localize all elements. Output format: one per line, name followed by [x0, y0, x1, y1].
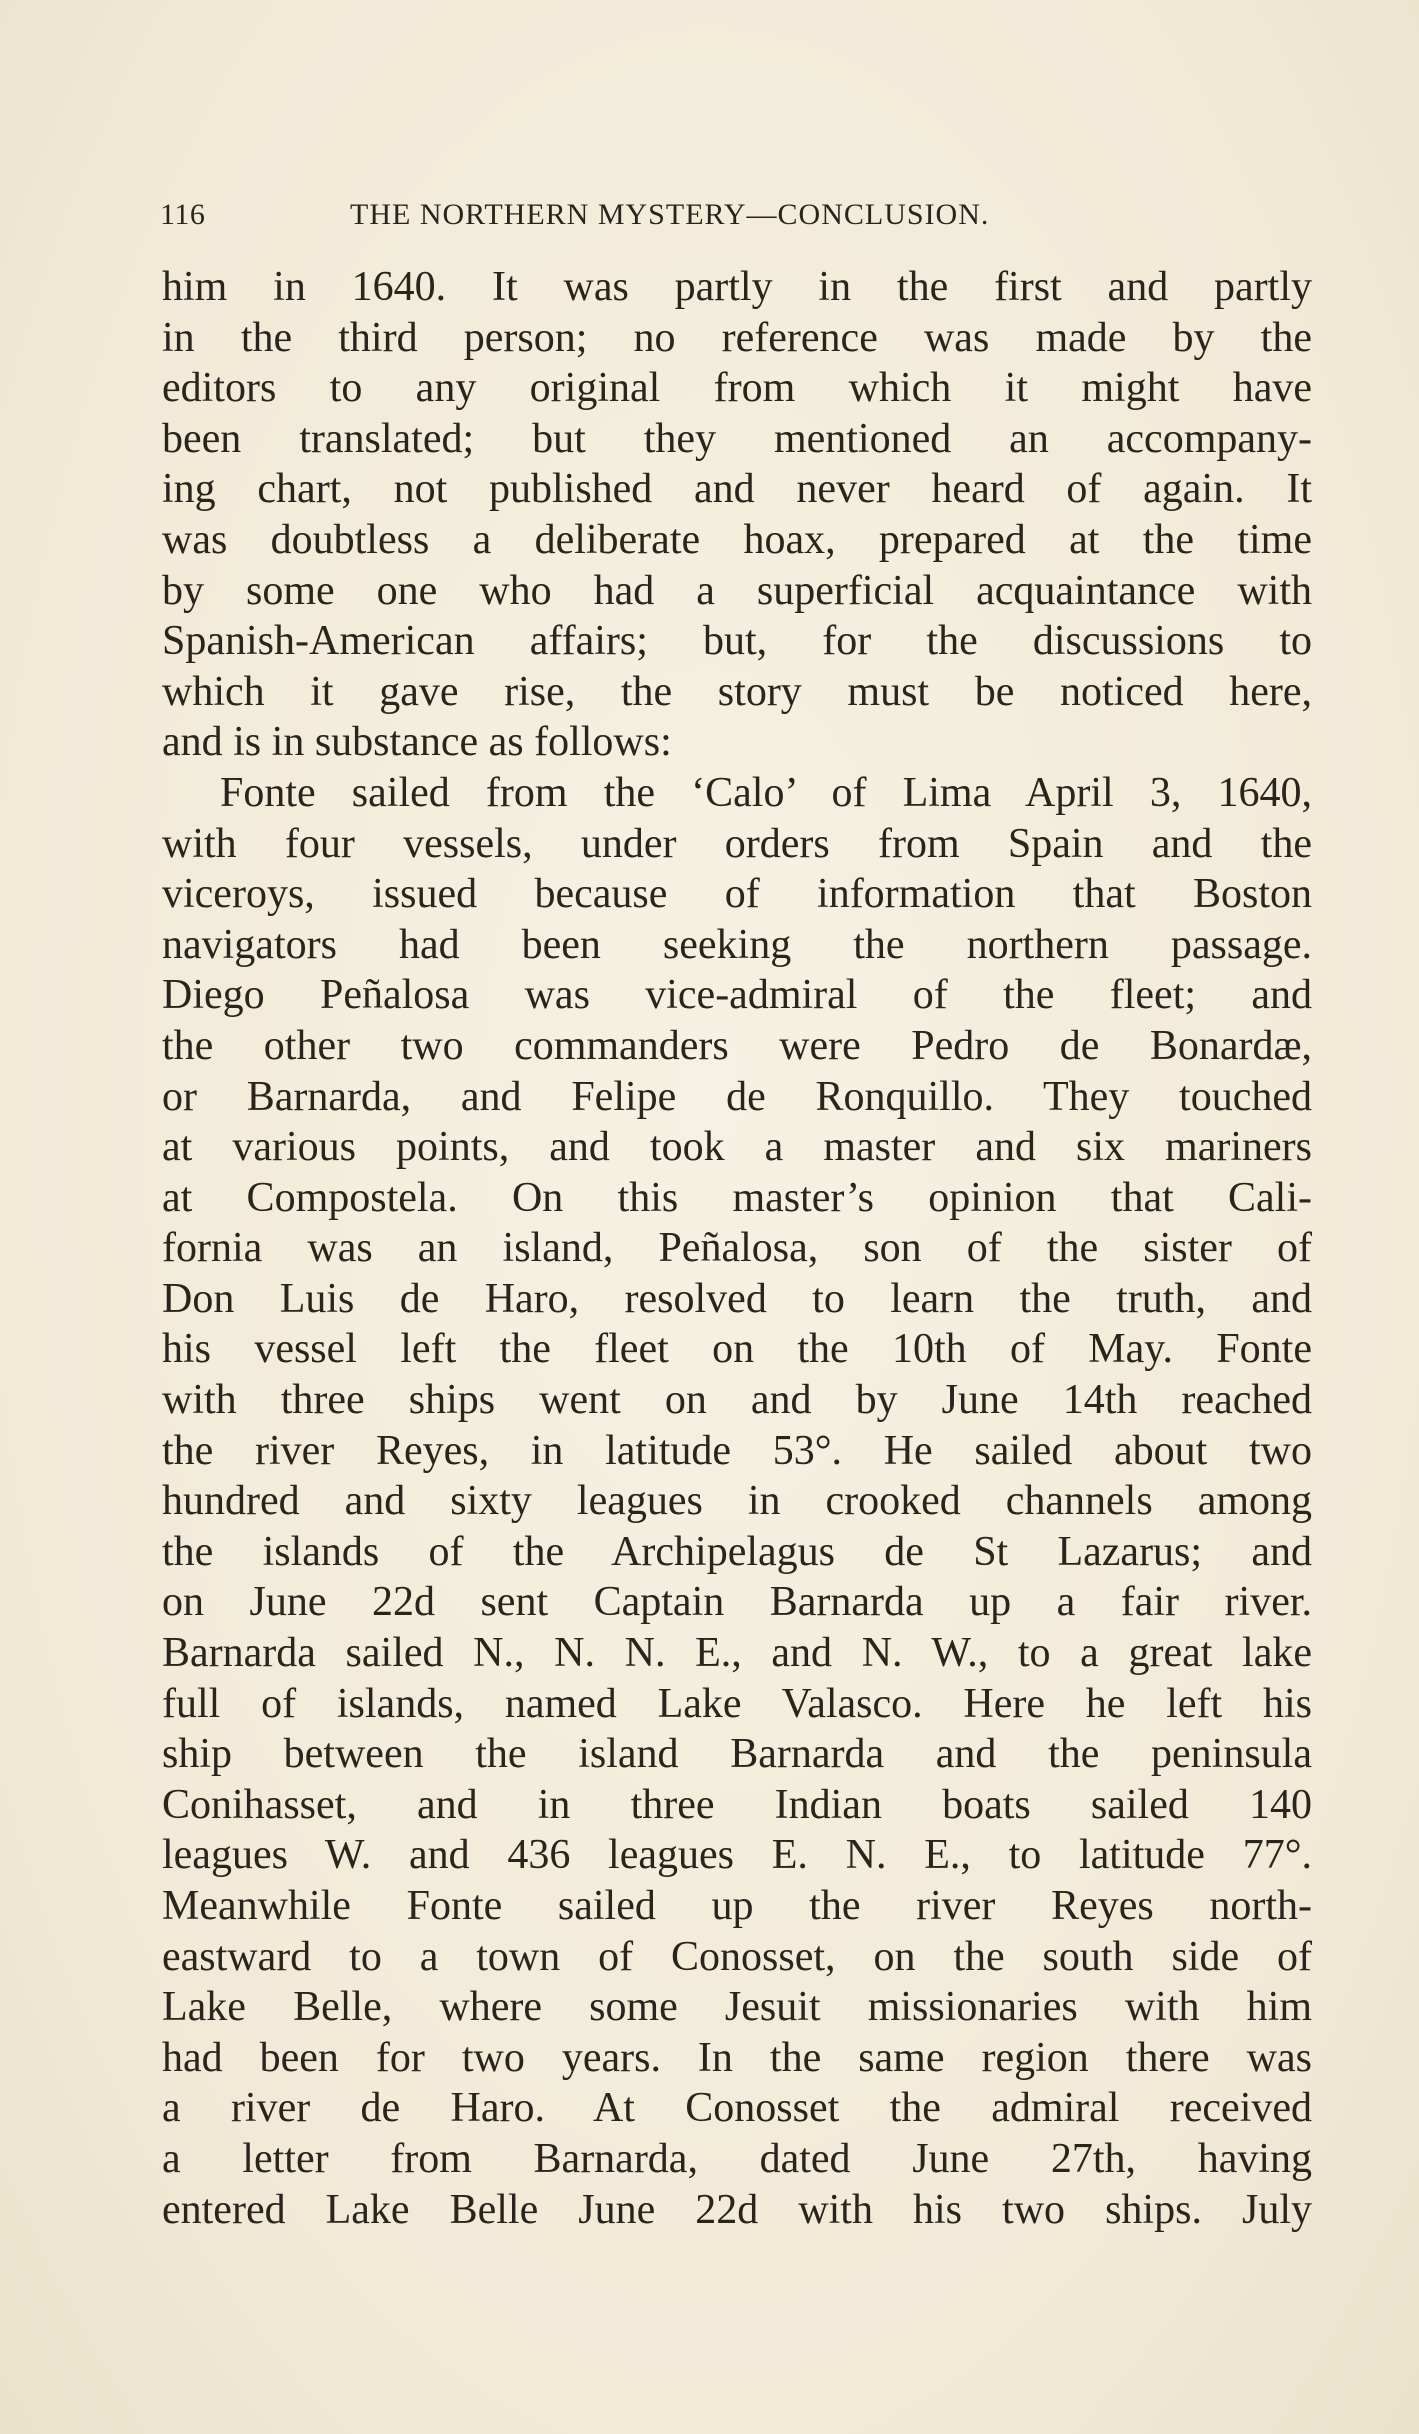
text-line: Diego Peñalosa was vice-admiral of the fleet; and — [162, 972, 1312, 1019]
text-line: leagues W. and 436 leagues E. N. E., to latitude 77°. — [162, 1832, 1312, 1879]
text-line: Fonte sailed from the ‘Calo’ of Lima April 3, 1640, — [220, 769, 1312, 816]
text-line: viceroys, issued because of information that Boston — [162, 871, 1312, 918]
text-line: fornia was an island, Peñalosa, son of the sister of — [162, 1225, 1312, 1272]
running-head — [160, 198, 1320, 248]
text-line: Spanish-American affairs; but, for the discussions to — [162, 618, 1312, 665]
text-line: the other two commanders were Pedro de Bonardæ, — [162, 1022, 1312, 1069]
text-line: in the third person; no reference was made by the — [162, 314, 1312, 361]
text-line: with three ships went on and by June 14th reached — [162, 1377, 1312, 1424]
text-line: Meanwhile Fonte sailed up the river Reyes north- — [162, 1883, 1312, 1929]
text-line: a river de Haro. At Conosset the admiral received — [162, 2085, 1312, 2132]
text-line: navigators had been seeking the northern passage. — [162, 921, 1312, 968]
text-line: eastward to a town of Conosset, on the south side of — [162, 1933, 1312, 1980]
text-line: him in 1640. It was partly in the first and partly — [162, 264, 1312, 310]
text-line: entered Lake Belle June 22d with his two ships. July — [162, 2186, 1312, 2233]
text-line: had been for two years. In the same region there was — [162, 2034, 1312, 2081]
page-number: 116 — [160, 198, 206, 231]
text-line: Don Luis de Haro, resolved to learn the truth, and — [162, 1275, 1312, 1322]
text-line: Conihasset, and in three Indian boats sailed 140 — [162, 1781, 1312, 1828]
text-line: hundred and sixty leagues in crooked channels among — [162, 1478, 1312, 1525]
text-line: at various points, and took a master and six mariners — [162, 1124, 1312, 1171]
text-line: by some one who had a superficial acquaintance with — [162, 567, 1312, 614]
text-line: Lake Belle, where some Jesuit missionaries with him — [162, 1984, 1312, 2031]
text-line: on June 22d sent Captain Barnarda up a fair river. — [162, 1579, 1312, 1626]
text-line: his vessel left the fleet on the 10th of May. Fonte — [162, 1326, 1312, 1373]
text-line: ship between the island Barnarda and the peninsula — [162, 1731, 1312, 1778]
text-line: been translated; but they mentioned an accompany- — [162, 415, 1312, 462]
body-text — [162, 262, 1312, 2235]
text-line: a letter from Barnarda, dated June 27th, having — [162, 2135, 1312, 2182]
text-line: Barnarda sailed N., N. N. E., and N. W., to a great lake — [162, 1630, 1312, 1677]
text-line: which it gave rise, the story must be noticed here, — [162, 668, 1312, 715]
text-line: or Barnarda, and Felipe de Ronquillo. They touched — [162, 1073, 1312, 1120]
text-line: with four vessels, under orders from Spain and the — [162, 820, 1312, 867]
text-line: at Compostela. On this master’s opinion that Cali- — [162, 1174, 1312, 1221]
text-line: was doubtless a deliberate hoax, prepared at the time — [162, 516, 1312, 563]
running-title: THE NORTHERN MYSTERY—CONCLUSION. — [350, 198, 990, 231]
text-line: ing chart, not published and never heard of again. It — [162, 466, 1312, 513]
text-line: editors to any original from which it might have — [162, 365, 1312, 412]
text-line: the river Reyes, in latitude 53°. He sailed about two — [162, 1427, 1312, 1474]
text-line: the islands of the Archipelagus de St Lazarus; and — [162, 1528, 1312, 1575]
text-line: full of islands, named Lake Valasco. Here he left his — [162, 1680, 1312, 1727]
text-line: and is in substance as follows: — [162, 719, 672, 766]
